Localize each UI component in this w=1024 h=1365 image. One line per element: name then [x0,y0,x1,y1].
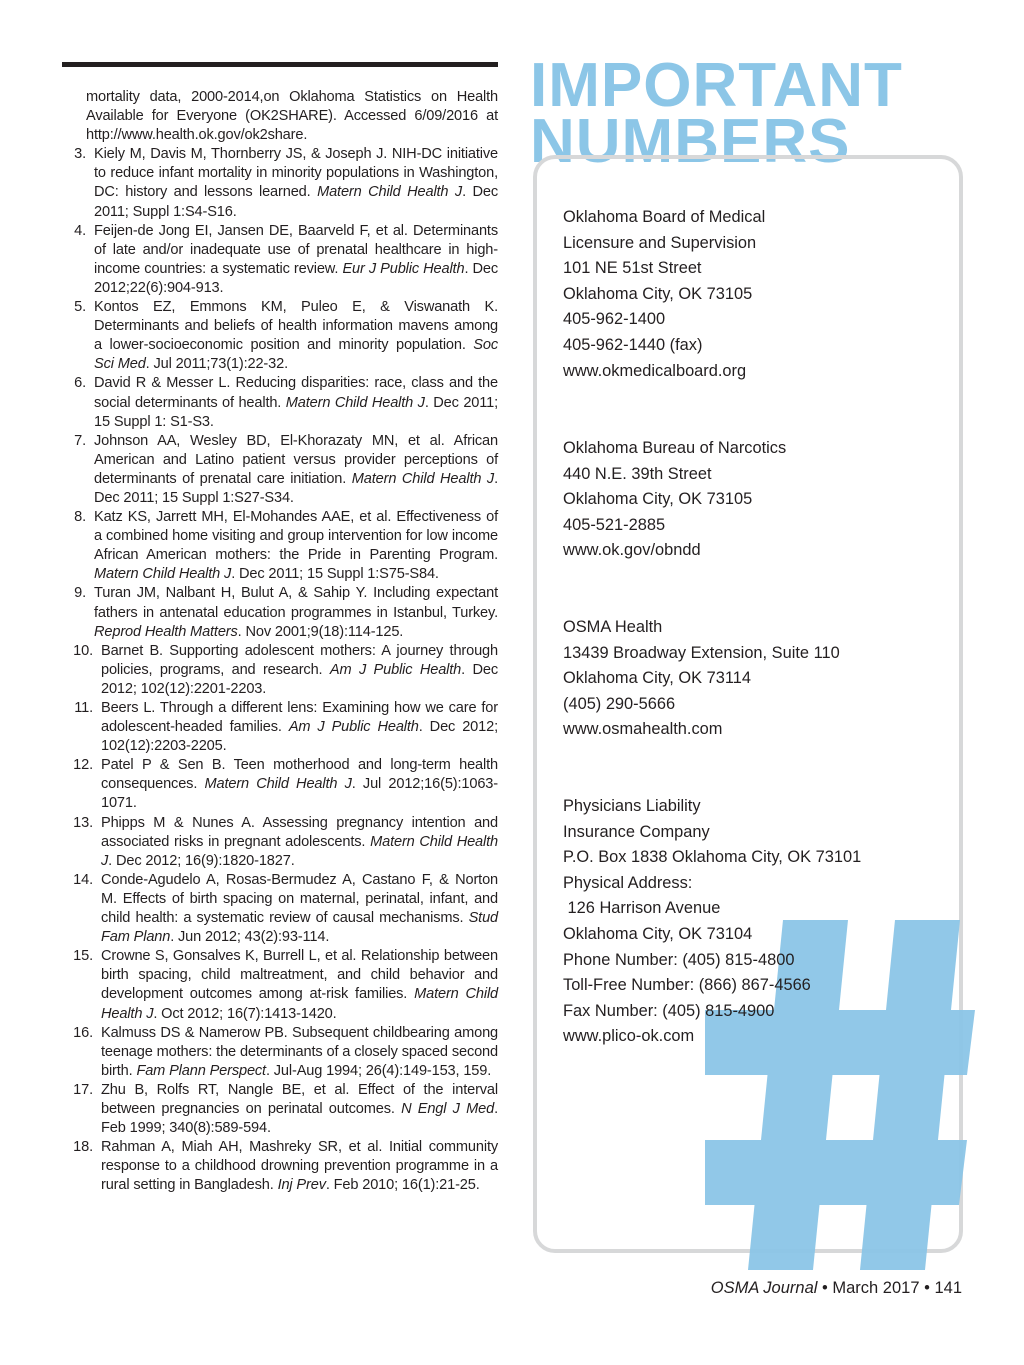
title-line-2: NUMBERS [530,107,851,176]
contact-link[interactable]: www.okmedicalboard.org [563,361,747,380]
contact-line: 405-521-2885 [563,515,666,534]
reference-journal: Am J Public Health [329,661,462,678]
reference-citation: . Feb 1999; 340(8):589-594. [101,1100,498,1137]
contact-link[interactable]: www.plico-ok.com [563,1027,695,1046]
reference-text [86,374,498,431]
contact-line: Oklahoma Board of Medical [563,208,766,226]
reference-number: 10. [73,642,93,659]
contact-line: 405-962-1440 (fax) [563,335,703,354]
reference-number: 8. [74,509,86,526]
reference-citation: . Dec 2011; 15 Suppl 1:S27-S34. [94,470,498,506]
reference-citation: . Jul 2012;16(5):1063-1071. [101,776,498,812]
reference-item [62,814,498,871]
reference-number: 5. [74,299,86,316]
reference-item [62,374,498,431]
reference-journal: Eur J Public Health [342,260,465,277]
reference-authors-title: Phipps M & Nunes A. Assessing pregnancy intention and associated risks in pregnant adolescents. [101,814,498,850]
reference-item [62,871,498,947]
reference-authors-title: Patel P & Sen B. Teen motherhood and long-term health consequences. [101,757,498,793]
reference-authors-title: Beers L. Through a different lens: Examining how we care for adolescent-headed families. [101,700,498,736]
reference-text [86,298,498,374]
reference-text [93,642,498,699]
reference-authors-title: Rahman A, Miah AH, Mashreky SR, et al. Initial community response to a childhood drowning prevention programme in a rural setting in Bangladesh. [101,1139,498,1194]
reference-citation: . Dec 2012;22(6):904-913. [94,260,498,296]
reference-item [62,432,498,508]
reference-authors-title: Johnson AA, Wesley BD, El-Khorazaty MN, et al. African American and Latino patient versus provider perceptions of determinants of prenatal care initiation. [94,432,498,487]
contact-line: Toll-Free Number: (866) 867-4566 [563,976,811,995]
reference-item [62,508,498,584]
reference-number: 7. [74,432,86,449]
contact-line: 126 Harrison Avenue [563,899,721,918]
reference-authors-title: Katz KS, Jarrett MH, El-Mohandes AAE, et al. Effectiveness of a combined home visiting and group intervention for low income African American mothers: the Pride in Parenting Program. [94,509,498,564]
reference-item [62,145,498,221]
reference-number: 13. [73,814,93,831]
reference-citation: . Dec 2012; 16(9):1820-1827. [108,852,295,869]
reference-item [62,699,498,756]
contact-line: Oklahoma Bureau of Narcotics [563,439,787,457]
reference-citation: . Dec 2011; 15 Suppl 1: S1-S3. [94,394,499,430]
reference-journal: Matern Child Health J [101,986,498,1022]
contact-line: 13439 Broadway Extension, Suite 110 [563,643,840,662]
contact-group-board [563,205,953,384]
reference-citation: . Jul 2011;73(1):22-32. [145,356,288,373]
page-footer [711,1279,962,1298]
reference-journal: Matern Child Health J [94,566,232,583]
reference-number: 16. [73,1024,93,1041]
reference-text [86,508,498,584]
reference-journal: Reprod Health Matters [94,623,238,640]
reference-citation: . Jul-Aug 1994; 26(4):149-153, 159. [265,1062,492,1079]
contact-line: Phone Number: (405) 815-4800 [563,950,795,969]
footer-date-page: • March 2017 • 141 [817,1279,962,1297]
reference-number: 6. [74,375,86,392]
reference-citation: . Dec 2012; 102(12):2203-2205. [101,719,498,755]
contact-line: Oklahoma City, OK 73104 [563,924,753,943]
reference-journal: Matern Child Health J [351,470,495,487]
sidebar-title [530,51,903,176]
reference-text [93,1138,498,1195]
reference-authors-title: Crowne S, Gonsalves K, Burrell L, et al. Relationship between birth spacing, child maltreatment, and child behavior and development outcomes among at-risk families. [101,948,498,1003]
reference-text [86,584,498,641]
contact-group-plico [563,794,861,1050]
reference-journal: Stud Fam Plann [101,910,498,946]
contact-line: Oklahoma City, OK 73105 [563,284,753,303]
contact-line: Physicians Liability [563,797,701,815]
reference-number: 15. [73,948,93,965]
reference-journal: Matern Child Health J [285,394,425,411]
reference-item [62,756,498,813]
top-rule [62,62,498,67]
contact-line: 405-962-1400 [563,310,666,329]
reference-citation: . Dec 2011; Suppl 1:S4-S16. [94,184,498,220]
contact-line: OSMA Health [563,618,663,636]
reference-text [93,947,498,1023]
reference-authors-title: Feijen-de Jong EI, Jansen DE, Baarveld F, et al. Determinants of late and/or inadequate use of prenatal healthcare in high-income countries: a systematic review. [94,222,498,277]
reference-citation: . Dec 2011; 15 Suppl 1:S75-S84. [231,566,439,583]
reference-authors-title: Kalmuss DS & Namerow PB. Subsequent childbearing among teenage mothers: the determinants of a closely spaced second birth. [101,1024,498,1079]
reference-authors-title: Kiely M, Davis M, Thornberry JS, & Joseph J. NIH-DC initiative to reduce infant mortality in minority populations in Washington, DC: history and lessons learned. [94,146,498,201]
reference-text [86,222,498,298]
reference-number: 14. [73,871,93,888]
reference-text [93,814,498,871]
reference-text [93,756,498,813]
reference-citation: . Nov 2001;9(18):114-125. [237,623,404,640]
reference-citation: . Feb 2010; 16(1):21-25. [325,1177,480,1194]
reference-item [62,298,498,374]
title-line-1: IMPORTANT [530,51,903,120]
references-list [62,88,498,1195]
contact-line: Fax Number: (405) 815-4900 [563,1001,775,1020]
reference-item [62,947,498,1023]
contact-line: 440 N.E. 39th Street [563,464,712,483]
reference-text [86,432,498,508]
reference-citation: . Dec 2012; 102(12):2201-2203. [101,661,498,697]
contact-link[interactable]: www.ok.gov/obndd [563,541,701,560]
reference-text [93,699,498,756]
reference-journal: Soc Sci Med [94,337,498,373]
contact-line: Licensure and Supervision [563,233,757,252]
reference-citation: . Jun 2012; 43(2):93-114. [170,929,330,946]
contact-line: (405) 290-5666 [563,694,676,713]
reference-journal: Matern Child Health J [317,184,463,201]
reference-journal: N Engl J Med [401,1100,495,1117]
reference-journal: Am J Public Health [288,719,419,736]
reference-number: 4. [74,222,86,239]
contact-line: Physical Address: [563,873,693,892]
reference-number: 17. [73,1081,93,1098]
contact-line: Insurance Company [563,822,710,841]
contact-group-narcotics [563,436,786,564]
reference-authors-title: Turan JM, Nalbant H, Bulut A, & Sahip Y. Including expectant fathers in antenatal education programmes in Istanbul, Turkey. [94,585,498,621]
reference-item [62,584,498,641]
contact-line: 101 NE 51st Street [563,259,702,278]
reference-text [93,1081,498,1138]
reference-number: 9. [74,585,86,602]
contact-group-osma-health [563,615,840,743]
contact-link[interactable]: www.osmahealth.com [563,720,723,739]
reference-journal: Inj Prev [277,1177,326,1194]
reference-text [93,1024,498,1081]
reference-number: 3. [74,146,86,163]
contact-line: P.O. Box 1838 Oklahoma City, OK 73101 [563,848,862,867]
reference-authors-title: Zhu B, Rolfs RT, Nangle BE, et al. Effect of the interval between pregnancies on perinatal outcomes. [101,1081,498,1117]
reference-number: 12. [73,757,93,774]
contact-line: Oklahoma City, OK 73114 [563,669,751,688]
reference-citation: . Oct 2012; 16(7):1413-1420. [153,1005,337,1022]
reference-journal: Matern Child Health J [204,776,352,793]
reference-authors-title: Conde-Agudelo A, Rosas-Bermudez A, Castano F, & Norton M. Effects of birth spacing on maternal, perinatal, infant, and child health: a systematic review of causal mechanisms. [101,871,498,927]
reference-continuation: mortality data, 2000-2014,on Oklahoma Statistics on Health Available for Everyone (OK2SHARE). Accessed 6/09/2016 at http://www.health.ok.gov/ok2share. [86,89,498,144]
reference-text [86,145,498,221]
footer-journal: OSMA Journal [710,1279,818,1297]
reference-item [62,1024,498,1081]
reference-number: 18. [73,1139,93,1156]
reference-journal: Matern Child Health J [101,833,498,869]
reference-item [62,222,498,298]
reference-item [62,642,498,699]
reference-journal: Fam Plann Perspect [136,1062,266,1079]
reference-authors-title: David R & Messer L. Reducing disparities: race, class and the social determinants of health. [94,375,498,411]
contact-line: Oklahoma City, OK 73105 [563,490,753,509]
reference-text [93,871,498,947]
reference-item [62,1138,498,1195]
reference-item [62,1081,498,1138]
reference-number: 11. [74,700,93,716]
reference-authors-title: Kontos EZ, Emmons KM, Puleo E, & Viswanath K. Determinants and beliefs of health information mavens among a lower-socioeconomic position and minority population. [94,299,498,354]
reference-authors-title: Barnet B. Supporting adolescent mothers: A journey through policies, programs, and research. [101,642,498,678]
